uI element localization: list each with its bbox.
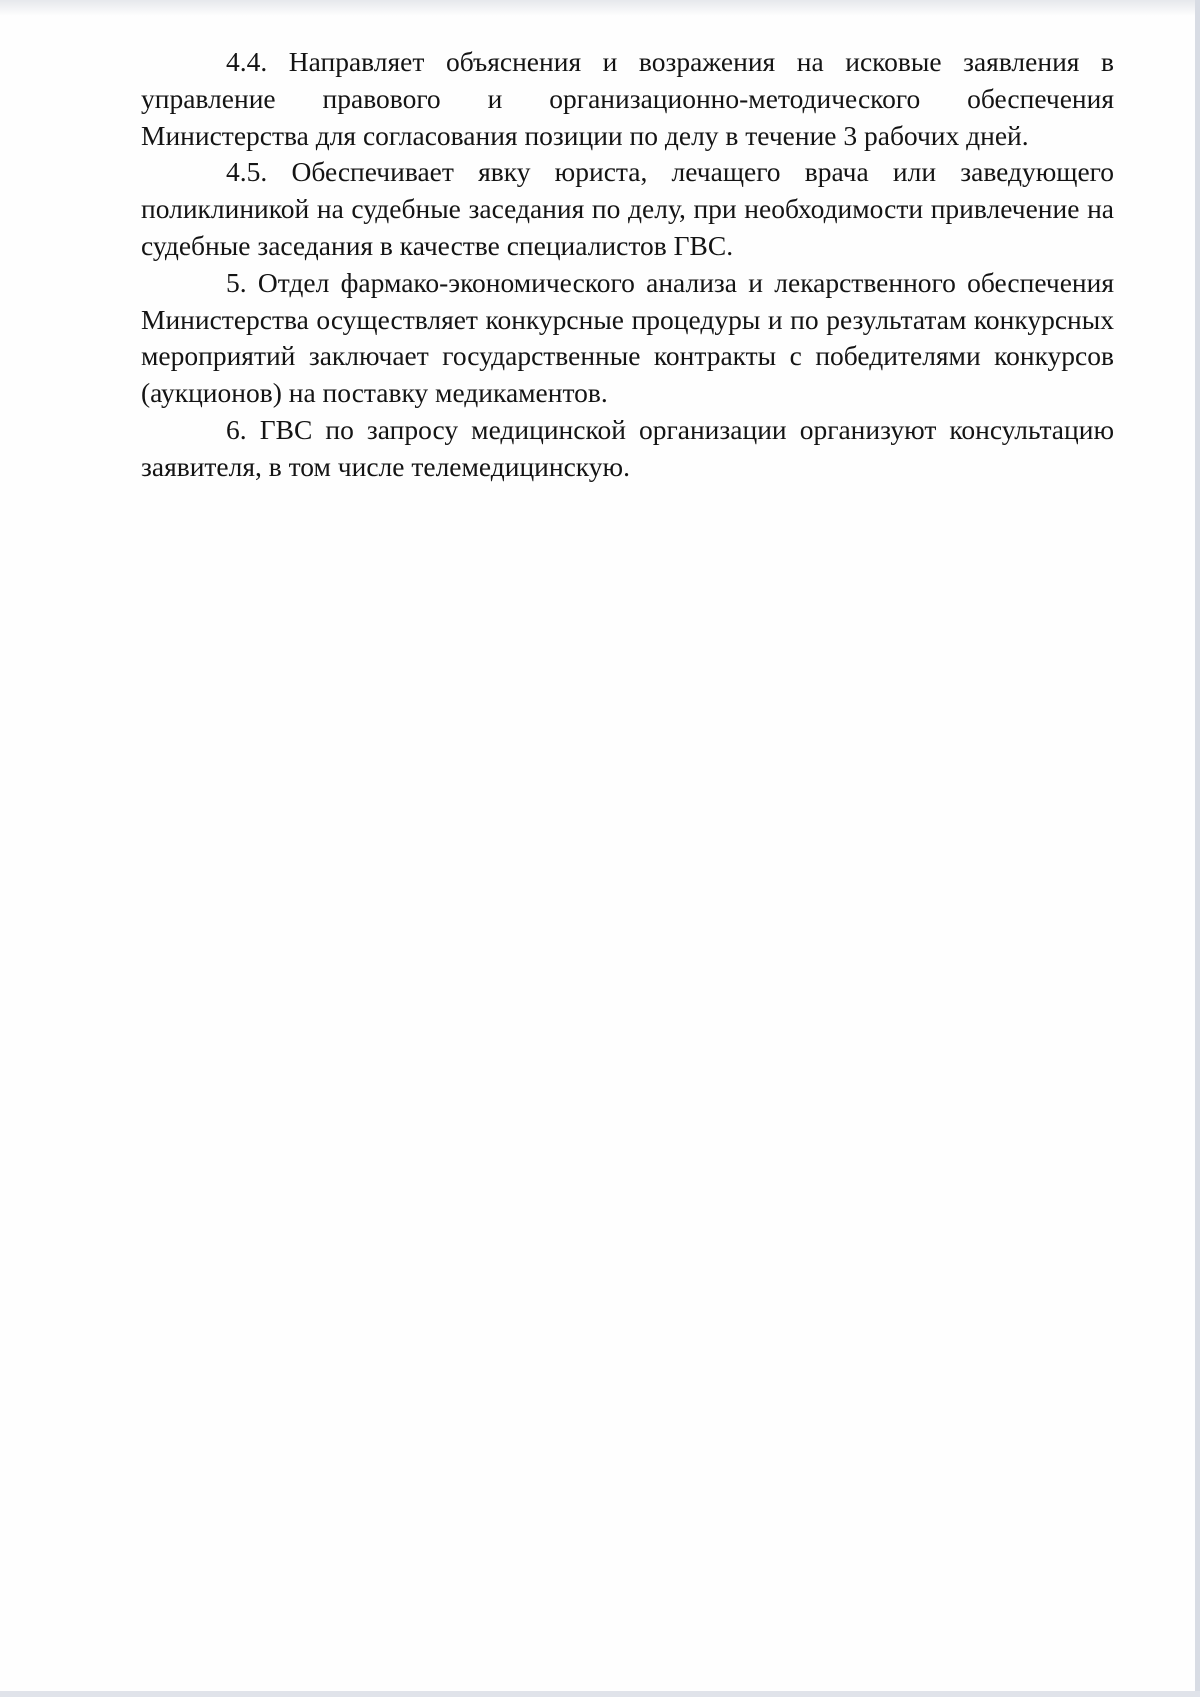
paragraph-5: 5. Отдел фармако-экономического анализа и лекарственного обеспечения Министерства осуществляет конкурсные процедуры и по результатам конкурсных мероприятий заключает государственные контракты с победителями конкурсов (аукционов) на поставку медикаментов. bbox=[141, 266, 1114, 409]
document-body bbox=[141, 44, 1114, 486]
paragraph-4-4: 4.4. Направляет объяснения и возражения на исковые заявления в управление правового и организационно-методического обеспечения Министерства для согласования позиции по делу в течение 3 рабочих дней. bbox=[141, 46, 1114, 151]
paragraph-6: 6. ГВС по запросу медицинской организации организуют консультацию заявителя, в том числе телемедицинскую. bbox=[141, 413, 1114, 482]
paragraph-4-5: 4.5. Обеспечивает явку юриста, лечащего врача или заведующего поликлиникой на судебные заседания по делу, при необходимости привлечение на судебные заседания в качестве специалистов ГВС. bbox=[141, 156, 1114, 261]
scan-edge-top bbox=[0, 0, 1200, 16]
scan-edge-right bbox=[1195, 0, 1200, 1697]
scan-edge-bottom bbox=[0, 1691, 1200, 1697]
